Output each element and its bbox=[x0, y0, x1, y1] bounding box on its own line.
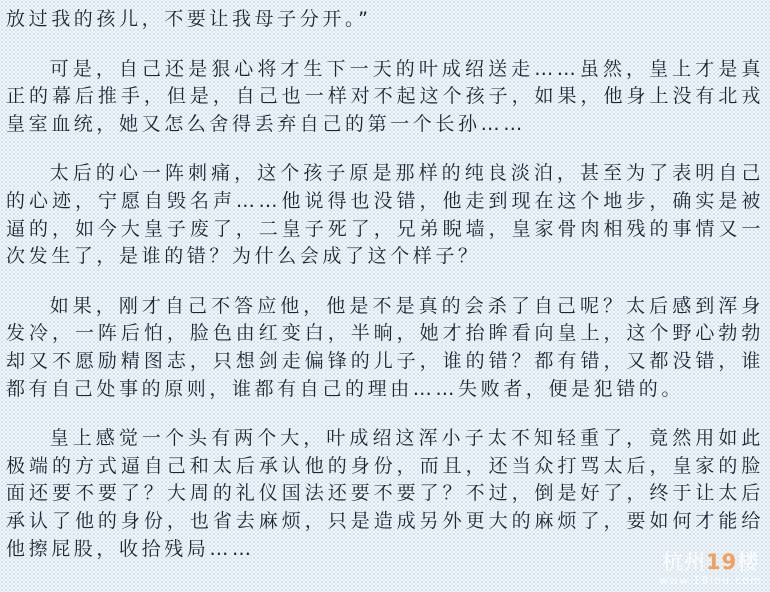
paragraph: 皇上感觉一个头有两个大，叶成绍这浑小子太不知轻重了，竟然用如此极端的方式逼自己和太后承认他的身份，而且，还当众打骂太后，皇家的脸面还要不要了？大周的礼仪国法还要不要了？不过，倒是好了，终于让太后承认了他的身份，也省去麻烦，只是造成另外更大的麻烦了，要如何才能给他擦屁股，收拾残局…… bbox=[6, 427, 764, 560]
watermark-city: 杭州 bbox=[662, 550, 706, 575]
watermark-url: www.19lou.com bbox=[659, 575, 762, 588]
watermark-suffix: 楼 bbox=[737, 550, 760, 575]
watermark-number: 19 bbox=[706, 550, 738, 575]
paragraph: 太后的心一阵刺痛，这个孩子原是那样的纯良淡泊，甚至为了表明自己的心迹，宁愿自毁名声……他说得也没错，他走到现在这个地步，确实是被逼的，如今大皇子废了，二皇子死了，兄弟睨墙，皇家骨肉相残的事情又一次发生了，是谁的错？为什么会成了这个样子？ bbox=[6, 162, 764, 268]
paragraph: 放过我的孩儿，不要让我母子分开。” bbox=[6, 8, 372, 30]
paragraph: 可是，自己还是狠心将才生下一天的叶成绍送走……虽然，皇上才是真正的幕后推手，但是，自己也一样对不起这个孩子，如果，他身上没有北戎皇室血统，她又怎么舍得丢弃自己的第一个长孙…… bbox=[6, 57, 764, 135]
paragraph: 如果，刚才自己不答应他，他是不是真的会杀了自己呢？太后感到浑身发冷，一阵后怕，脸色由红变白，半晌，她才抬眸看向皇上，这个野心勃勃却又不愿励精图志，只想剑走偏锋的儿子，谁的错？都有错，又都没错，谁都有自己处事的原则，谁都有自己的理由……失败者，便是犯错的。 bbox=[6, 294, 764, 400]
